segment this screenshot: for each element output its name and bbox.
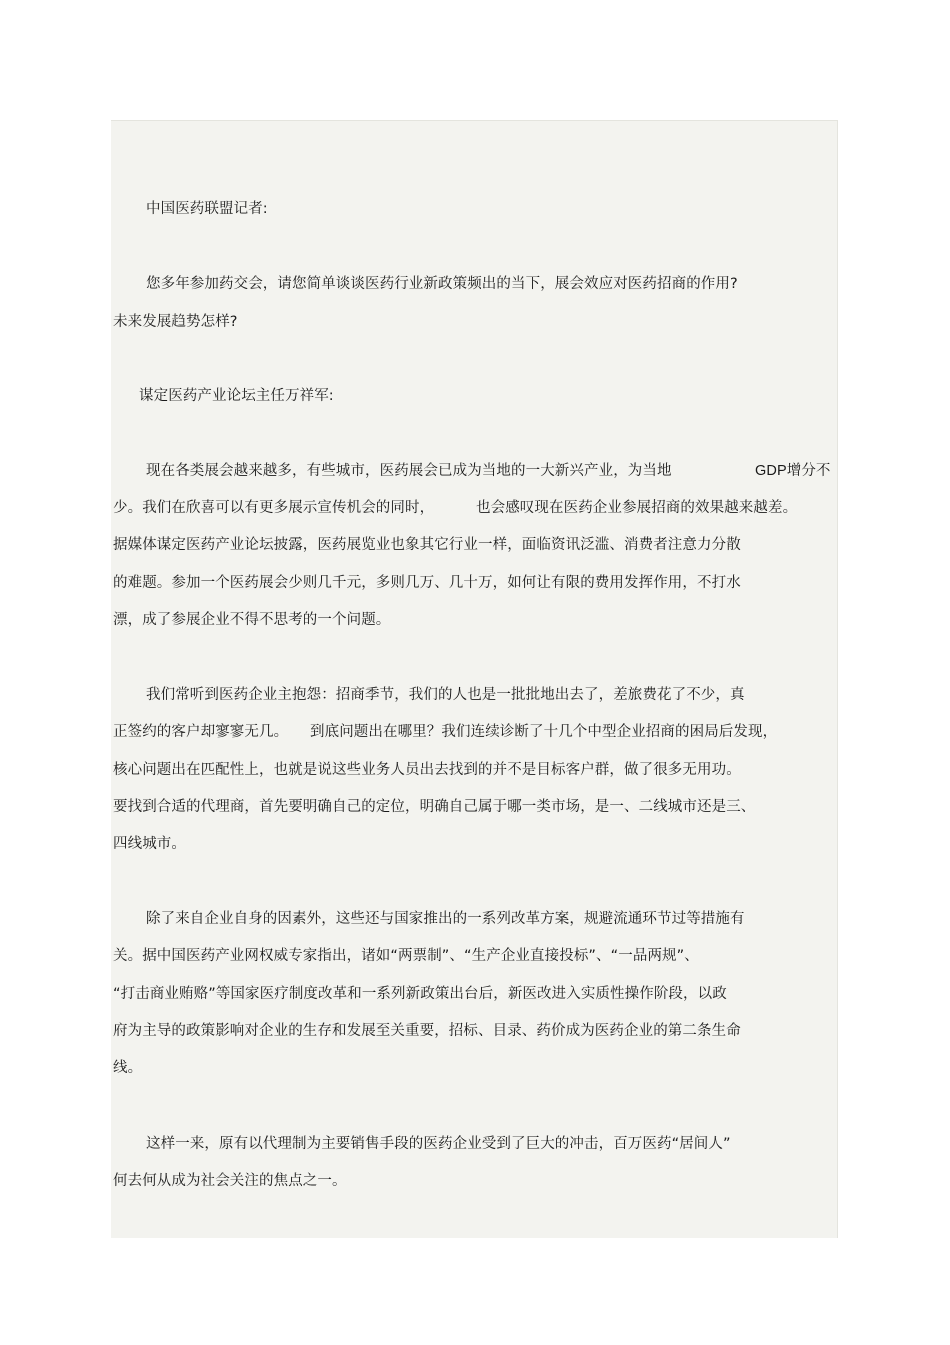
paragraph-1-line-1a: 现在各类展会越来越多，有些城市，医药展会已成为当地的一大新兴产业，为当地 xyxy=(146,463,672,479)
paragraph-3-line-3: “打击商业贿赂”等国家医疗制度改革和一系列新政策出台后，新医改进入实质性操作阶段，以政 xyxy=(113,986,727,1002)
paragraph-2-line-2b: 到底问题出在哪里？我们连续诊断了十几个中型企业招商的困局后发现， xyxy=(310,724,778,740)
paragraph-1-line-3: 据媒体谋定医药产业论坛披露，医药展览业也象其它行业一样，面临资讯泛滥、消费者注意力分散 xyxy=(113,537,741,553)
paragraph-1-line-2a: 少。我们在欣喜可以有更多展示宣传机会的同时， xyxy=(113,500,435,516)
paragraph-3-line-2: 关。据中国医药产业网权威专家指出，诸如“两票制”、“生产企业直接投标”、“一品两规”、 xyxy=(113,948,699,964)
paragraph-2-line-5: 四线城市。 xyxy=(113,836,186,852)
paragraph-2-line-1: 我们常听到医药企业主抱怨：招商季节，我们的人也是一批批地出去了，差旅费花了不少，真 xyxy=(146,687,745,703)
paragraph-4-line-1: 这样一来，原有以代理制为主要销售手段的医药企业受到了巨大的冲击，百万医药“居间人” xyxy=(146,1136,731,1152)
paragraph-2-line-2a: 正签约的客户却寥寥无几。 xyxy=(113,724,289,740)
question-line-1: 您多年参加药交会，请您简单谈谈医药行业新政策频出的当下，展会效应对医药招商的作用? xyxy=(146,276,738,292)
paragraph-1-line-5: 漂，成了参展企业不得不思考的一个问题。 xyxy=(113,612,391,628)
reporter-label: 中国医药联盟记者: xyxy=(146,201,268,217)
paragraph-2-line-3: 核心问题出在匹配性上，也就是说这些业务人员出去找到的并不是目标客户群，做了很多无用功。 xyxy=(113,762,741,778)
speaker-label: 谋定医药产业论坛主任万祥军: xyxy=(139,388,334,404)
paragraph-1-line-2b: 也会感叹现在医药企业参展招商的效果越来越差。 xyxy=(476,500,798,516)
paragraph-3-line-5: 线。 xyxy=(113,1060,143,1076)
paragraph-1-line-1b: GDP增分不 xyxy=(755,463,831,479)
paragraph-4-line-2: 何去何从成为社会关注的焦点之一。 xyxy=(113,1173,347,1189)
question-line-2: 未来发展趋势怎样? xyxy=(113,314,238,330)
paragraph-2-line-4: 要找到合适的代理商，首先要明确自己的定位，明确自己属于哪一类市场，是一、二线城市还是三、 xyxy=(113,799,756,815)
paragraph-1-line-4: 的难题。参加一个医药展会少则几千元，多则几万、几十万，如何让有限的费用发挥作用，不打水 xyxy=(113,575,741,591)
paragraph-3-line-1: 除了来自企业自身的因素外，这些还与国家推出的一系列改革方案，规避流通环节过等措施有 xyxy=(146,911,745,927)
paragraph-3-line-4: 府为主导的政策影响对企业的生存和发展至关重要，招标、目录、药价成为医药企业的第二条生命 xyxy=(113,1023,741,1039)
